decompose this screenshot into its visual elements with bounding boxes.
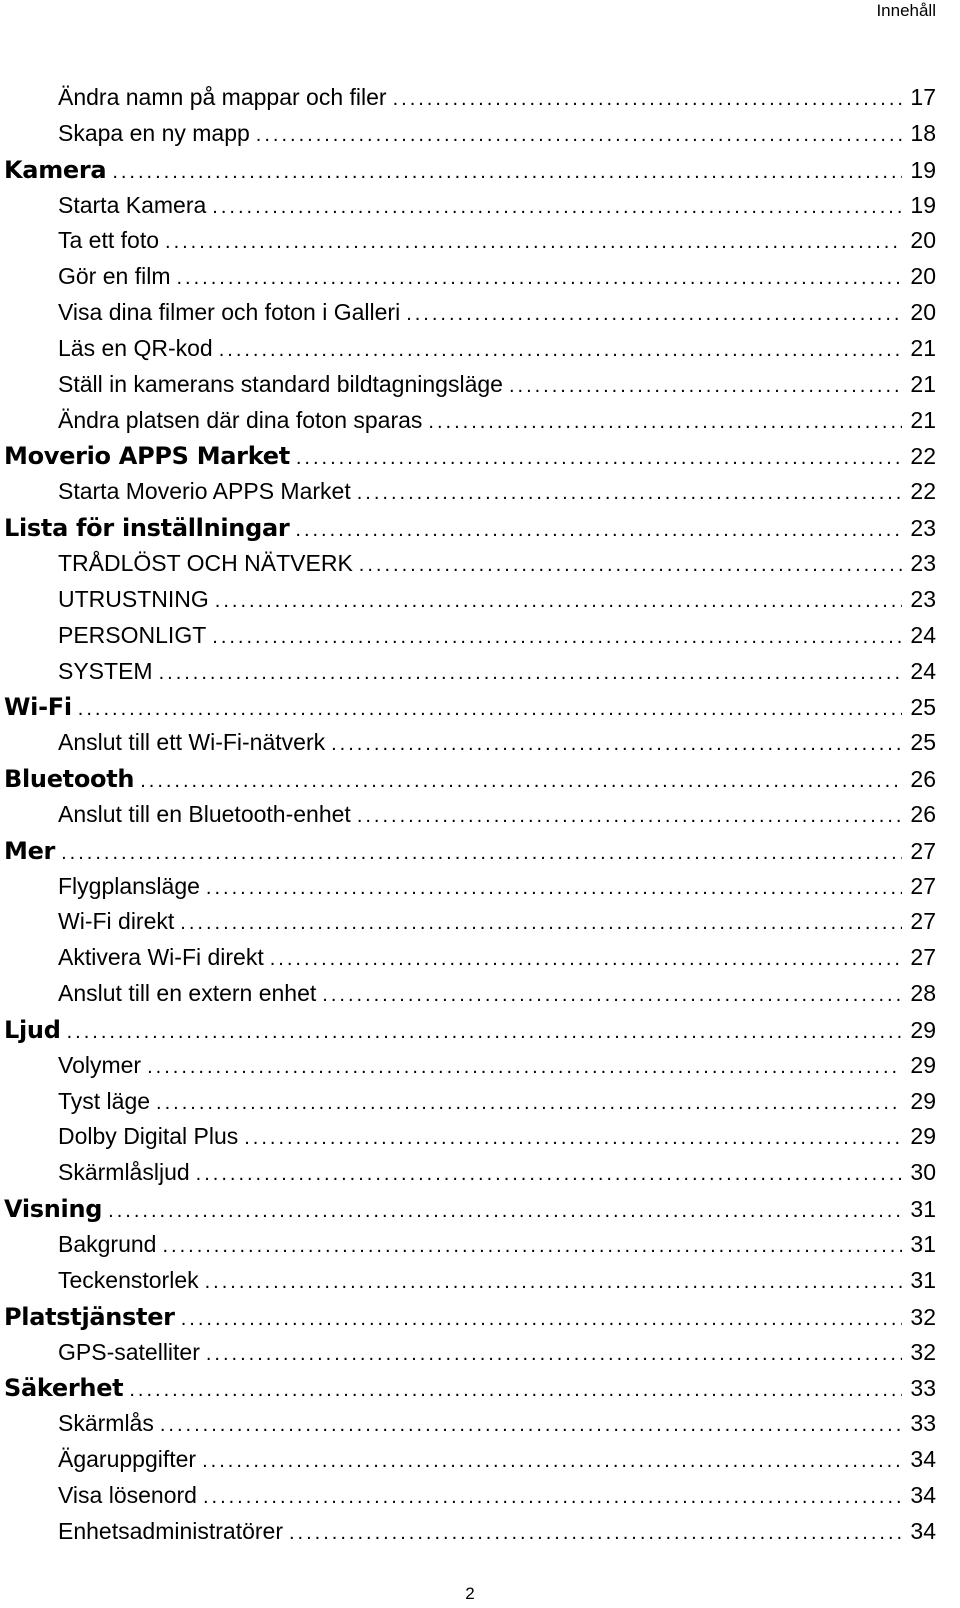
toc-entry-page-number: 34 [910,1517,936,1544]
toc-entry-page-number: 22 [910,443,936,470]
toc-section-entry[interactable] [4,837,936,873]
toc-entry-title: Ändra namn på mappar och filer [58,84,387,110]
toc-entry-page-number: 28 [910,980,936,1007]
toc-section-entry[interactable] [4,442,936,478]
toc-entry-title: Visa lösenord [58,1481,197,1508]
toc-dot-leader [206,1343,903,1366]
toc-dot-leader [393,88,903,111]
toc-dot-leader [406,303,902,326]
toc-entry-page-number: 21 [910,406,936,433]
toc-entry-page-number: 20 [910,227,936,254]
toc-subsection-entry[interactable] [4,550,936,586]
toc-dot-leader [215,590,903,613]
toc-entry-page-number: 26 [910,800,936,827]
toc-entry-page-number: 18 [910,119,936,146]
toc-entry-page-number: 27 [910,872,936,899]
toc-entry-title: UTRUSTNING [58,585,209,612]
toc-subsection-entry[interactable] [4,227,936,263]
toc-dot-leader [212,626,902,649]
toc-entry-title: Gör en film [58,263,171,290]
toc-dot-leader [176,267,902,290]
toc-subsection-entry[interactable] [4,371,936,407]
toc-dot-leader [219,339,903,362]
toc-dot-leader [289,1522,902,1545]
toc-subsection-entry[interactable] [4,1446,936,1482]
toc-entry-title: Moverio APPS Market [4,442,290,471]
toc-subsection-entry[interactable] [4,1482,936,1518]
toc-subsection-entry[interactable] [4,873,936,909]
toc-subsection-entry[interactable] [4,622,936,658]
toc-dot-leader [357,805,903,828]
toc-entry-page-number: 23 [910,515,936,542]
toc-entry-title: Lista för inställningar [4,514,290,543]
toc-dot-leader [159,662,903,685]
toc-dot-leader [203,1486,902,1509]
toc-dot-leader [140,770,902,793]
toc-subsection-entry[interactable] [4,299,936,335]
toc-subsection-entry[interactable] [4,1410,936,1446]
toc-subsection-entry[interactable] [4,1267,936,1303]
toc-subsection-entry[interactable] [4,1123,936,1159]
toc-section-entry[interactable] [4,693,936,729]
toc-entry-title: Ställ in kamerans standard bildtagningsläge [58,370,503,397]
toc-entry-title: Ändra platsen där dina foton sparas [58,406,423,433]
toc-entry-title: Platstjänster [4,1302,175,1331]
toc-entry-title: Anslut till en Bluetooth-enhet [58,800,351,827]
toc-entry-page-number: 23 [910,549,936,576]
toc-section-entry[interactable] [4,1016,936,1052]
toc-entry-page-number: 27 [910,944,936,971]
toc-dot-leader [61,842,902,865]
toc-dot-leader [359,554,903,577]
toc-dot-leader [202,1450,902,1473]
toc-entry-title: GPS-satelliter [58,1338,200,1365]
toc-dot-leader [244,1127,902,1150]
toc-entry-title: Anslut till ett Wi-Fi-nätverk [58,729,326,756]
toc-entry-page-number: 33 [910,1410,936,1437]
toc-subsection-entry[interactable] [4,1339,936,1375]
toc-subsection-entry[interactable] [4,335,936,371]
toc-entry-page-number: 19 [910,191,936,218]
toc-entry-title: Wi-Fi direkt [58,908,175,935]
toc-dot-leader [181,1308,903,1331]
toc-subsection-entry[interactable] [4,1088,936,1124]
toc-entry-title: Bakgrund [58,1231,157,1257]
toc-section-entry[interactable] [4,765,936,801]
toc-section-entry[interactable] [4,156,936,192]
toc-dot-leader [428,411,902,434]
toc-entry-title: Aktivera Wi-Fi direkt [58,944,264,971]
toc-subsection-entry[interactable] [4,407,936,443]
toc-entry-page-number: 22 [910,478,936,505]
toc-dot-leader [160,1414,903,1437]
toc-entry-page-number: 34 [910,1446,936,1473]
toc-entry-title: Starta Moverio APPS Market [58,478,351,505]
toc-entry-page-number: 23 [910,585,936,612]
toc-entry-title: Ägaruppgifter [58,1446,197,1473]
toc-dot-leader [206,877,902,900]
toc-entry-page-number: 24 [910,657,936,684]
toc-subsection-entry[interactable] [4,1231,936,1267]
toc-dot-leader [108,1200,902,1223]
toc-entry-title: Volymer [58,1051,142,1078]
toc-entry-page-number: 25 [910,729,936,756]
toc-subsection-entry[interactable] [4,263,936,299]
toc-subsection-entry[interactable] [4,84,936,120]
toc-dot-leader [270,948,903,971]
toc-entry-page-number: 31 [910,1231,936,1257]
toc-entry-title: Mer [4,836,56,865]
toc-entry-page-number: 27 [910,908,936,935]
toc-entry-title: Anslut till en extern enhet [58,980,317,1007]
toc-entry-page-number: 27 [910,837,936,864]
toc-subsection-entry[interactable] [4,478,936,514]
toc-dot-leader [67,1021,903,1044]
toc-subsection-entry[interactable] [4,1159,936,1195]
toc-subsection-entry[interactable] [4,120,936,156]
toc-entry-title: PERSONLIGT [58,621,207,648]
toc-entry-title: Skapa en ny mapp [58,119,250,146]
toc-subsection-entry[interactable] [4,944,936,980]
toc-entry-title: Kamera [4,155,107,184]
toc-entry-page-number: 29 [910,1123,936,1150]
toc-entry-title: Skärmlås [58,1410,154,1437]
toc-entry-page-number: 29 [910,1016,936,1043]
toc-entry-title: Teckenstorlek [58,1266,199,1293]
toc-subsection-entry[interactable] [4,1518,936,1554]
toc-entry-page-number: 25 [910,694,936,721]
toc-dot-leader [129,1379,902,1402]
toc-entry-page-number: 21 [910,370,936,397]
toc-entry-page-number: 32 [910,1338,936,1365]
toc-entry-page-number: 20 [910,299,936,326]
toc-entry-page-number: 33 [910,1375,936,1402]
toc-entry-page-number: 29 [910,1087,936,1114]
toc-dot-leader [296,447,903,470]
toc-subsection-entry[interactable] [4,1052,936,1088]
toc-entry-page-number: 31 [910,1196,936,1223]
toc-subsection-entry[interactable] [4,586,936,622]
toc-section-entry[interactable] [4,1195,936,1231]
toc-entry-title: Bluetooth [4,765,135,794]
toc-subsection-entry[interactable] [4,801,936,837]
toc-entry-page-number: 29 [910,1051,936,1078]
toc-entry-page-number: 30 [910,1159,936,1186]
toc-entry-title: Flygplansläge [58,872,200,899]
toc-subsection-entry[interactable] [4,192,936,228]
toc-dot-leader [78,698,903,721]
toc-subsection-entry[interactable] [4,729,936,765]
toc-entry-title: Skärmlåsljud [58,1159,190,1186]
toc-dot-leader [156,1092,902,1115]
toc-section-entry[interactable] [4,1303,936,1339]
toc-dot-leader [212,196,902,219]
toc-entry-title: Visa dina filmer och foton i Galleri [58,299,401,326]
toc-subsection-entry[interactable] [4,908,936,944]
toc-entry-title: Tyst läge [58,1087,151,1114]
toc-entry-title: Läs en QR-kod [58,334,213,361]
table-of-contents [4,84,936,1554]
toc-subsection-entry[interactable] [4,658,936,694]
toc-dot-leader [256,124,903,147]
toc-entry-title: Starta Kamera [58,191,207,218]
toc-dot-leader [147,1056,902,1079]
toc-entry-page-number: 19 [910,156,936,183]
toc-entry-title: Ta ett foto [58,227,160,254]
toc-entry-page-number: 21 [910,334,936,361]
toc-entry-title: Ljud [4,1015,61,1044]
toc-entry-title: Dolby Digital Plus [58,1123,239,1150]
toc-entry-page-number: 34 [910,1481,936,1508]
toc-dot-leader [509,375,902,398]
toc-entry-title: Visning [4,1195,103,1224]
toc-dot-leader [180,912,902,935]
toc-dot-leader [205,1271,903,1294]
page-number: 2 [465,1584,475,1603]
toc-entry-title: TRÅDLÖST OCH NÄTVERK [58,549,353,576]
toc-dot-leader [322,984,902,1007]
toc-entry-page-number: 20 [910,263,936,290]
toc-entry-title: Wi-Fi [4,693,72,722]
toc-dot-leader [331,733,902,756]
toc-dot-leader [162,1235,902,1258]
toc-dot-leader [112,161,902,184]
toc-dot-leader [165,231,902,254]
toc-dot-leader [196,1163,903,1186]
toc-entry-page-number: 24 [910,621,936,648]
running-header-title: Innehåll [876,1,936,20]
toc-dot-leader [357,482,903,505]
toc-entry-title: SYSTEM [58,657,153,684]
toc-subsection-entry[interactable] [4,980,936,1016]
toc-entry-title: Enhetsadministratörer [58,1517,283,1544]
toc-section-entry[interactable] [4,1374,936,1410]
toc-entry-page-number: 26 [910,766,936,793]
toc-entry-page-number: 31 [910,1266,936,1293]
toc-entry-title: Säkerhet [4,1374,124,1403]
toc-section-entry[interactable] [4,514,936,550]
toc-entry-page-number: 17 [910,84,936,110]
toc-dot-leader [295,519,902,542]
toc-entry-page-number: 32 [910,1303,936,1330]
